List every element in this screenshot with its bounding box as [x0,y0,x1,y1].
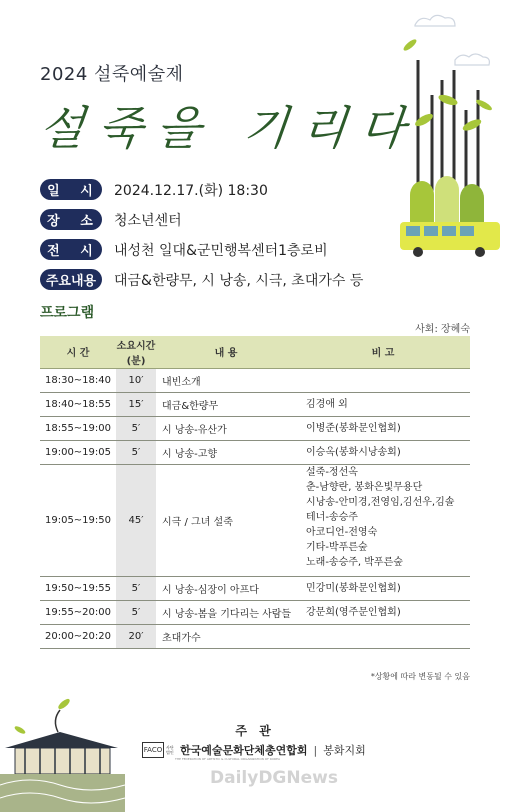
table-row [40,600,470,624]
cell-duration: 10′ [116,368,156,392]
program-title: 프로그램 [40,305,95,321]
info-label: 장 소 [40,209,102,230]
note-line: 춘-남향란, 봉화은빛무용단 [306,481,423,493]
cell-duration: 45′ [116,464,156,576]
note-line: 이승옥(봉화시낭송회) [306,446,401,458]
cell-note [296,464,470,576]
watermark: DailyDGNews [210,768,338,788]
cell-note [296,576,470,600]
cell-time: 19:50~19:55 [40,576,116,600]
column-header-time: 시 간 [40,336,116,368]
cell-time: 18:30~18:40 [40,368,116,392]
note-line: 노래-송승주, 박푸른숲 [306,556,403,568]
table-row [40,368,470,392]
cell-note [296,416,470,440]
note-line: 이병준(봉화문인협회) [306,422,401,434]
info-row-place [40,206,360,233]
cell-time: 18:40~18:55 [40,392,116,416]
cell-content: 시 낭송-심장이 아프다 [156,576,296,600]
org-logo: FACO [142,742,164,758]
table-row [40,576,470,600]
info-row-exhibition [40,236,360,263]
cell-note [296,440,470,464]
cell-content: 초대가수 [156,624,296,648]
note-line: 아코디언-전영숙 [306,526,378,538]
info-value: 내성천 일대&군민행복센터1층로비 [114,242,328,259]
cell-note [296,368,470,392]
note-line: 테너-송승주 [306,511,358,523]
cell-content: 대금&한량무 [156,392,296,416]
traditional-building-illustration [0,690,130,812]
cell-duration: 20′ [116,624,156,648]
table-row [40,392,470,416]
cell-note [296,392,470,416]
organizer [142,742,366,758]
cell-time: 19:55~20:00 [40,600,116,624]
org-name: 한국예술문화단체총연합회 [180,744,308,757]
cell-duration: 5′ [116,576,156,600]
cell-time: 18:55~19:00 [40,416,116,440]
cell-duration: 5′ [116,600,156,624]
cell-note [296,624,470,648]
org-separator: | [313,743,318,757]
info-row-main-content [40,266,364,293]
cell-content: 내빈소개 [156,368,296,392]
info-label: 전 시 [40,239,102,260]
column-header-note: 비 고 [296,336,470,368]
info-value: 청소년센터 [114,212,182,229]
festival-subtitle: 2024 설죽예술제 [40,64,184,85]
column-header-duration: 소요시간 (분) [116,336,156,368]
note-line: 기타-박푸른숲 [306,541,368,553]
org-type: 사단법인 [166,745,174,755]
table-row [40,440,470,464]
info-value: 2024.12.17.(화) 18:30 [114,182,268,199]
event-info [40,176,364,296]
table-row [40,624,470,648]
note-line: 강문희(영주문인협회) [306,606,401,618]
info-row-datetime [40,176,360,203]
org-english-name: THE FEDERATION OF ARTISTIC & CULTURAL ORGANIZATION OF KOREA [175,757,281,761]
cell-content: 시극 / 그녀 설죽 [156,464,296,576]
table-header-row [40,336,470,368]
org-branch: 봉화지회 [323,744,366,757]
table-row [40,464,470,576]
cell-time: 20:00~20:20 [40,624,116,648]
info-value: 대금&한량무, 시 낭송, 시극, 초대가수 등 [114,272,364,289]
cell-time: 19:05~19:50 [40,464,116,576]
column-header-content: 내 용 [156,336,296,368]
cell-duration: 15′ [116,392,156,416]
cell-note [296,600,470,624]
note-line: 시낭송-안미경,전영임,김선우,김솔 [306,496,455,508]
schedule-table [40,336,470,649]
cell-time: 19:00~19:05 [40,440,116,464]
cell-content: 시 낭송-유산가 [156,416,296,440]
info-label: 주요내용 [40,269,102,290]
info-label: 일 시 [40,179,102,200]
cell-content: 시 낭송-봄을 기다리는 사람들 [156,600,296,624]
schedule-body [40,368,470,648]
note-line: 민강미(봉화문인협회) [306,582,401,594]
cell-duration: 5′ [116,416,156,440]
note-line: 김경애 외 [306,398,348,410]
note-line: 설죽-정선옥 [306,466,358,478]
organizer-label: 주 관 [235,724,275,738]
host-note: 사회: 장혜숙 [415,324,470,335]
cell-duration: 5′ [116,440,156,464]
page-title: 설죽을 기리다 [36,101,422,155]
cell-content: 시 낭송-고향 [156,440,296,464]
table-row [40,416,470,440]
change-notice: *상황에 따라 변동될 수 있음 [370,672,470,681]
